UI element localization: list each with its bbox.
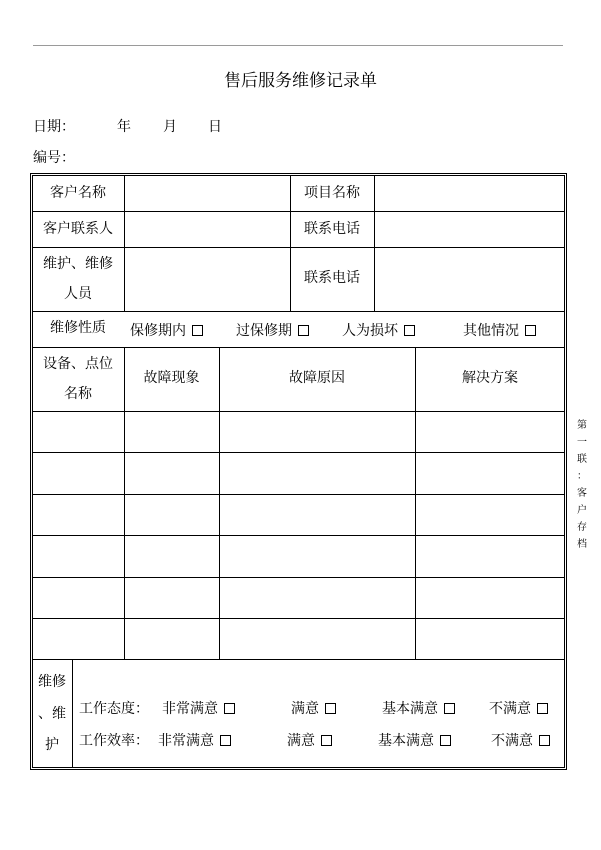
- row-line: [32, 494, 565, 495]
- side-note-char: 联: [577, 454, 587, 465]
- maintainer-phone-label: 联系电话: [304, 270, 360, 286]
- checkbox-icon[interactable]: [404, 325, 415, 336]
- eval-label-line3: 护: [45, 737, 59, 753]
- number-label: 编号：: [33, 150, 75, 166]
- top-rule: [33, 45, 563, 46]
- col-line: [124, 175, 125, 311]
- customer-contact-label: 客户联系人: [43, 221, 113, 237]
- maintainer-label-line2: 人员: [64, 286, 92, 302]
- side-note-char: 客: [577, 488, 587, 499]
- fault-cause-header: 故障原因: [289, 370, 345, 386]
- checkbox-icon[interactable]: [539, 735, 550, 746]
- row-line: [32, 659, 565, 660]
- checkbox-icon[interactable]: [224, 703, 235, 714]
- project-name-label: 项目名称: [304, 185, 360, 201]
- fault-symptom-header: 故障现象: [143, 370, 200, 386]
- row-line: [32, 247, 565, 248]
- attitude-very-satisfied[interactable]: 非常满意: [162, 698, 235, 718]
- date-year: 年: [117, 119, 131, 135]
- row-line: [32, 211, 565, 212]
- device-label-line2: 名称: [64, 386, 92, 402]
- solution-header: 解决方案: [462, 370, 518, 386]
- page-title: 售后服务维修记录单: [224, 71, 377, 91]
- col-line: [374, 175, 375, 311]
- attitude-satisfied[interactable]: 满意: [291, 698, 336, 718]
- repair-nature-label: 维修性质: [50, 320, 106, 336]
- row-line: [32, 411, 565, 412]
- col-line: [415, 347, 416, 659]
- row-line: [32, 535, 565, 536]
- col-line: [124, 347, 125, 659]
- side-note: [575, 417, 589, 553]
- checkbox-icon[interactable]: [325, 703, 336, 714]
- efficiency-dissatisfied[interactable]: 不满意: [491, 730, 550, 750]
- option-under-warranty[interactable]: 保修期内: [130, 320, 203, 340]
- side-note-char: 一: [577, 437, 587, 448]
- checkbox-icon[interactable]: [192, 325, 203, 336]
- checkbox-icon[interactable]: [321, 735, 332, 746]
- date-month: 月: [163, 119, 177, 135]
- side-note-char: 档: [577, 539, 587, 550]
- side-note-char: 第: [577, 420, 587, 431]
- col-line: [219, 347, 220, 659]
- checkbox-icon[interactable]: [444, 703, 455, 714]
- attitude-dissatisfied[interactable]: 不满意: [489, 698, 548, 718]
- efficiency-label: 工作效率：: [79, 733, 149, 749]
- attitude-label: 工作态度：: [79, 701, 149, 717]
- row-line: [32, 577, 565, 578]
- row-line: [32, 311, 565, 312]
- efficiency-basically-satisfied[interactable]: 基本满意: [378, 730, 451, 750]
- row-line: [32, 618, 565, 619]
- checkbox-icon[interactable]: [298, 325, 309, 336]
- date-day: 日: [208, 119, 222, 135]
- option-out-of-warranty[interactable]: 过保修期: [236, 320, 309, 340]
- checkbox-icon[interactable]: [440, 735, 451, 746]
- checkbox-icon[interactable]: [525, 325, 536, 336]
- row-line: [32, 347, 565, 348]
- contact-phone-label: 联系电话: [304, 221, 360, 237]
- row-line: [32, 452, 565, 453]
- checkbox-icon[interactable]: [220, 735, 231, 746]
- efficiency-satisfied[interactable]: 满意: [287, 730, 332, 750]
- side-note-char: ：: [577, 471, 587, 482]
- eval-label-line1: 维修: [38, 674, 66, 690]
- date-label: 日期：: [33, 119, 75, 135]
- maintainer-label-line1: 维护、维修: [43, 256, 113, 272]
- eval-label-line2: 、维: [38, 706, 66, 722]
- customer-name-label: 客户名称: [50, 185, 106, 201]
- device-label-line1: 设备、点位: [43, 356, 113, 372]
- option-human-damage[interactable]: 人为损坏: [342, 320, 415, 340]
- checkbox-icon[interactable]: [537, 703, 548, 714]
- side-note-char: 户: [577, 505, 587, 516]
- efficiency-very-satisfied[interactable]: 非常满意: [158, 730, 231, 750]
- attitude-basically-satisfied[interactable]: 基本满意: [382, 698, 455, 718]
- option-other[interactable]: 其他情况: [463, 320, 536, 340]
- side-note-char: 存: [577, 522, 587, 533]
- col-line: [72, 659, 73, 768]
